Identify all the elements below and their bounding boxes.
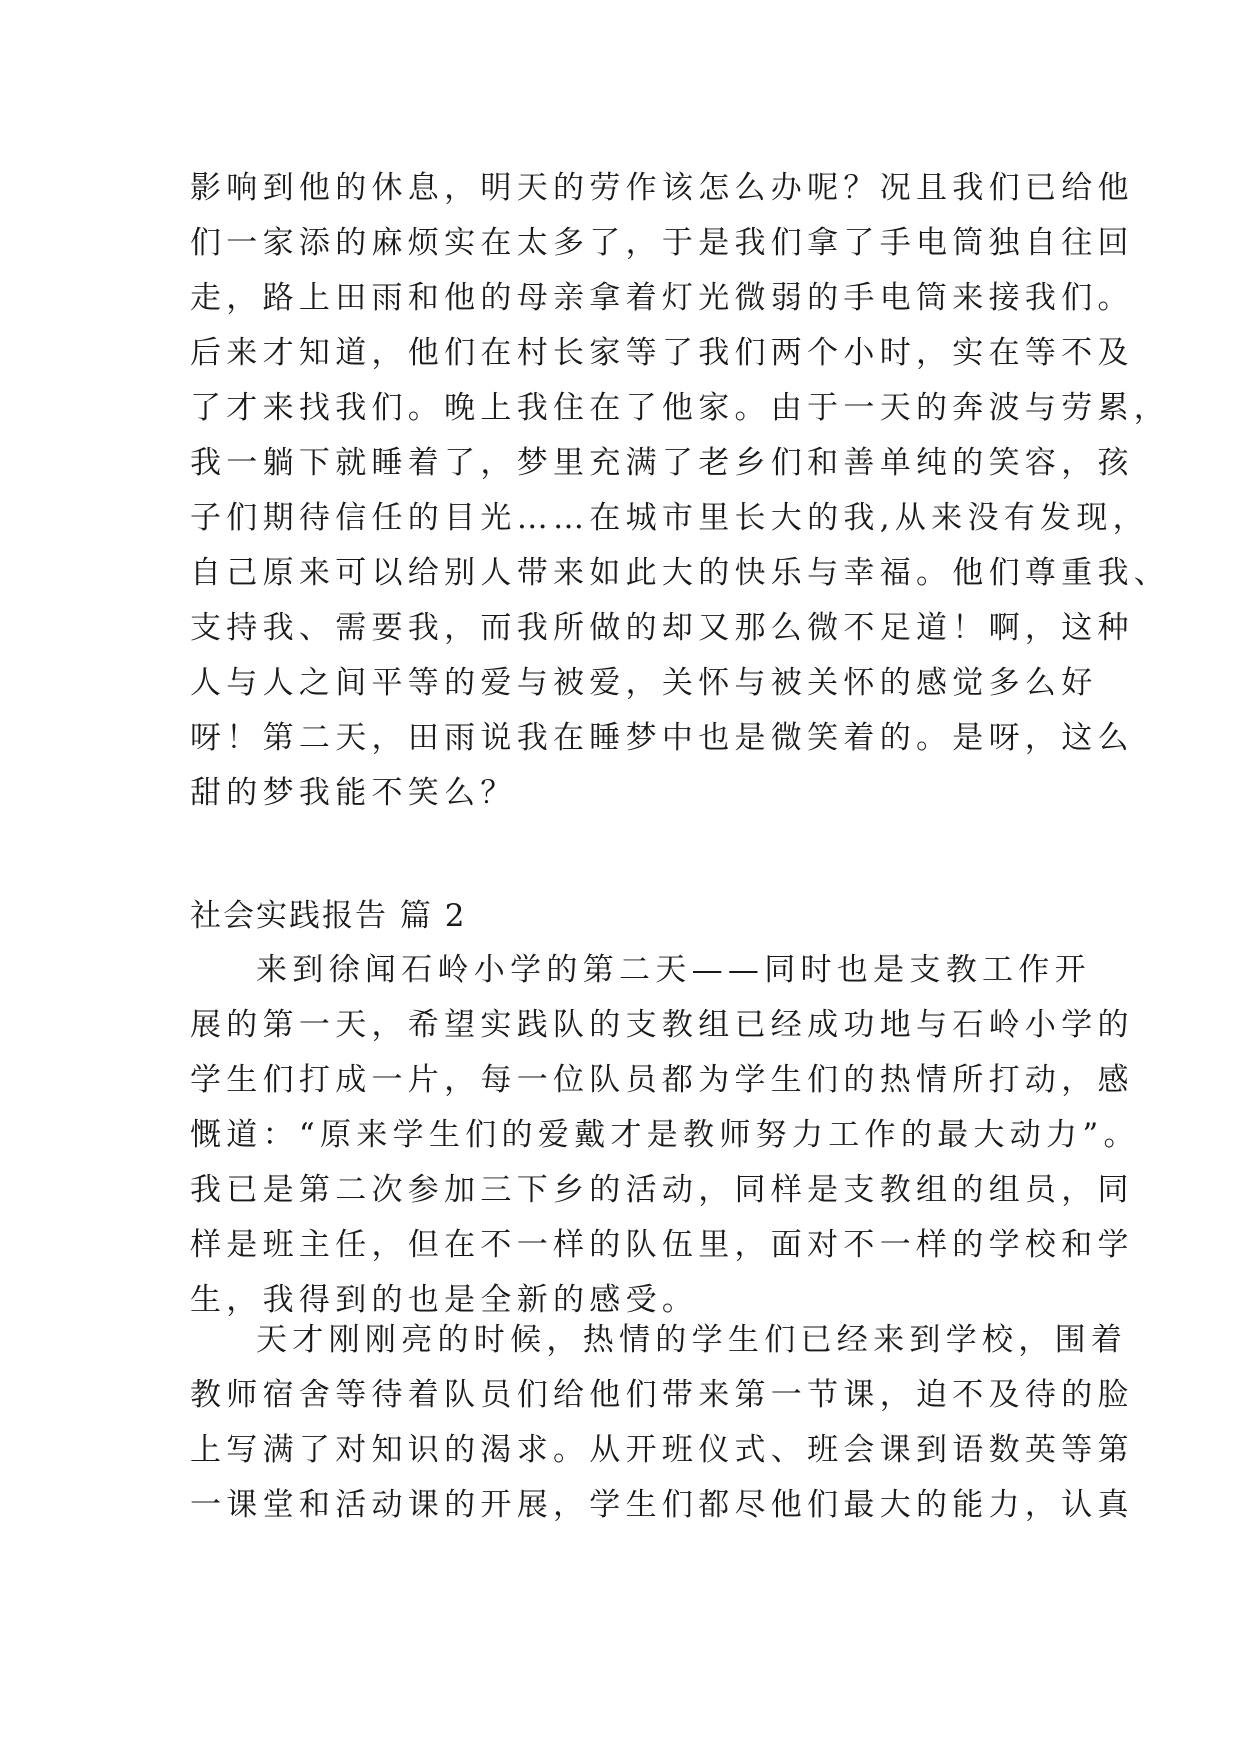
text-line: 天才刚刚亮的时候，热情的学生们已经来到学校，围着 (256, 1322, 1128, 1358)
text-line: 支持我、需要我，而我所做的却又那么微不足道！啊，这种 (190, 610, 1134, 646)
text-line: 我一躺下就睡着了，梦里充满了老乡们和善单纯的笑容，孩 (190, 445, 1134, 481)
text-line: 了才来找我们。晚上我住在了他家。由于一天的奔波与劳累， (190, 390, 1171, 426)
text-line: 上写满了对知识的渴求。从开班仪式、班会课到语数英等第 (190, 1432, 1134, 1468)
text-line: 呀！第二天，田雨说我在睡梦中也是微笑着的。是呀，这么 (190, 720, 1134, 756)
paragraph-continued (190, 161, 1171, 821)
paragraph (190, 1313, 1134, 1533)
text-line: 一课堂和活动课的开展，学生们都尽他们最大的能力，认真 (190, 1487, 1134, 1523)
text-line: 教师宿舍等待着队员们给他们带来第一节课，迫不及待的脸 (190, 1377, 1134, 1413)
section-heading: 社会实践报告 篇 2 (190, 898, 467, 934)
text-line: 走，路上田雨和他的母亲拿着灯光微弱的手电筒来接我们。 (190, 280, 1134, 316)
text-line: 学生们打成一片，每一位队员都为学生们的热情所打动，感 (190, 1062, 1134, 1098)
text-line: 影响到他的休息，明天的劳作该怎么办呢？况且我们已给他 (190, 170, 1134, 206)
text-line: 展的第一天，希望实践队的支教组已经成功地与石岭小学的 (190, 1007, 1134, 1043)
text-line: 样是班主任，但在不一样的队伍里，面对不一样的学校和学 (190, 1227, 1134, 1263)
text-line: 生，我得到的也是全新的感受。 (190, 1282, 699, 1318)
text-line: 慨道：“原来学生们的爱戴才是教师努力工作的最大动力”。 (190, 1117, 1140, 1153)
text-line: 自己原来可以给别人带来如此大的快乐与幸福。他们尊重我、 (190, 555, 1171, 591)
text-line: 来到徐闻石岭小学的第二天——同时也是支教工作开 (256, 952, 1091, 988)
text-line: 甜的梦我能不笑么？ (190, 775, 517, 811)
text-line: 们一家添的麻烦实在太多了，于是我们拿了手电筒独自往回 (190, 225, 1134, 261)
text-line: 后来才知道，他们在村长家等了我们两个小时，实在等不及 (190, 335, 1134, 371)
text-line: 我已是第二次参加三下乡的活动，同样是支教组的组员，同 (190, 1172, 1134, 1208)
paragraph (190, 943, 1140, 1328)
text-line: 子们期待信任的目光……在城市里长大的我,从来没有发现， (190, 500, 1149, 536)
text-line: 人与人之间平等的爱与被爱，关怀与被关怀的感觉多么好 (190, 665, 1098, 701)
